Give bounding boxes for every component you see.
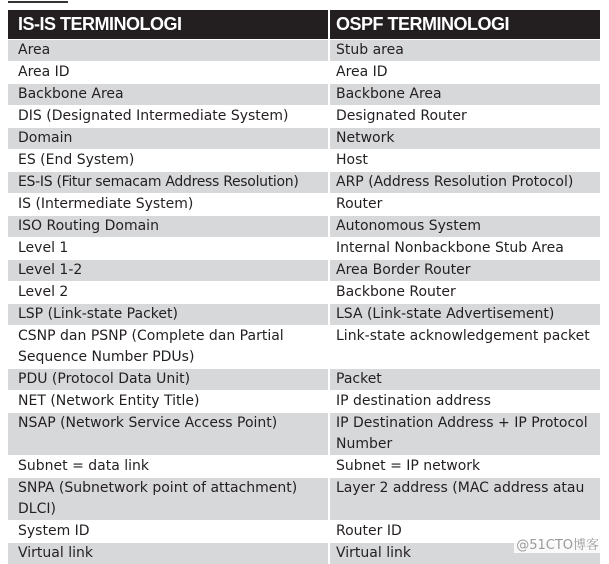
table-row [8, 150, 600, 172]
table-row [8, 84, 600, 106]
isis-term: Domain [8, 128, 329, 150]
isis-term: ES (End System) [8, 150, 329, 172]
ospf-term: Stub area [329, 40, 600, 62]
isis-term: Level 1 [8, 238, 329, 260]
isis-term: System ID [8, 521, 329, 543]
ospf-term: Area Border Router [329, 260, 600, 282]
table-row [8, 413, 600, 456]
ospf-term: IP Destination Address + IP Protocol Number [329, 413, 600, 456]
isis-term: Subnet = data link [8, 456, 329, 478]
isis-term: NSAP (Network Service Access Point) [8, 413, 329, 456]
isis-term: ISO Routing Domain [8, 216, 329, 238]
table-row [8, 216, 600, 238]
isis-term: Area [8, 40, 329, 62]
table-row [8, 391, 600, 413]
table-row [8, 106, 600, 128]
ospf-term: Packet [329, 369, 600, 391]
table-row [8, 194, 600, 216]
header-ospf: OSPF TERMINOLOGI [329, 10, 600, 40]
ospf-term: Host [329, 150, 600, 172]
table-row [8, 282, 600, 304]
table-row [8, 128, 600, 150]
watermark: @51CTO博客 [514, 534, 601, 553]
table-header-row [8, 10, 600, 40]
terminology-table [8, 10, 600, 564]
ospf-term: Backbone Router [329, 282, 600, 304]
isis-term: Level 1-2 [8, 260, 329, 282]
isis-term: Backbone Area [8, 84, 329, 106]
ospf-term: Backbone Area [329, 84, 600, 106]
table-row [8, 478, 600, 521]
table-row [8, 521, 600, 543]
table-row [8, 369, 600, 391]
ospf-term: Router ID [329, 521, 600, 543]
ospf-term: IP destination address [329, 391, 600, 413]
cropped-heading-text [8, 0, 68, 3]
header-isis: IS-IS TERMINOLOGI [8, 10, 329, 40]
ospf-term: LSA (Link-state Advertisement) [329, 304, 600, 326]
ospf-term: Internal Nonbackbone Stub Area [329, 238, 600, 260]
ospf-term: Designated Router [329, 106, 600, 128]
table-row [8, 260, 600, 282]
isis-term: Area ID [8, 62, 329, 84]
ospf-term: Network [329, 128, 600, 150]
table-row [8, 62, 600, 84]
isis-term: CSNP dan PSNP (Complete dan Partial Sequence Number PDUs) [8, 326, 329, 369]
isis-term: Level 2 [8, 282, 329, 304]
ospf-term: Link-state acknowledgement packet [329, 326, 600, 369]
isis-term: IS (Intermediate System) [8, 194, 329, 216]
cropped-heading [0, 0, 609, 8]
table-row [8, 40, 600, 62]
isis-term: LSP (Link-state Packet) [8, 304, 329, 326]
ospf-term: ARP (Address Resolution Protocol) [329, 172, 600, 194]
isis-term: SNPA (Subnetwork point of attachment) DLCI) [8, 478, 329, 521]
isis-term: ES-IS (Fitur semacam Address Resolution) [8, 172, 329, 194]
table-row [8, 238, 600, 260]
ospf-term: Router [329, 194, 600, 216]
table-row [8, 456, 600, 478]
ospf-term: Layer 2 address (MAC address atau [329, 478, 600, 521]
table-row [8, 304, 600, 326]
isis-term: DIS (Designated Intermediate System) [8, 106, 329, 128]
table-row [8, 172, 600, 194]
ospf-term: Subnet = IP network [329, 456, 600, 478]
ospf-term: Autonomous System [329, 216, 600, 238]
table-row [8, 326, 600, 369]
isis-term: PDU (Protocol Data Unit) [8, 369, 329, 391]
ospf-term: Area ID [329, 62, 600, 84]
isis-term: Virtual link [8, 543, 329, 564]
isis-term: NET (Network Entity Title) [8, 391, 329, 413]
ospf-term: Virtual link [329, 543, 600, 564]
